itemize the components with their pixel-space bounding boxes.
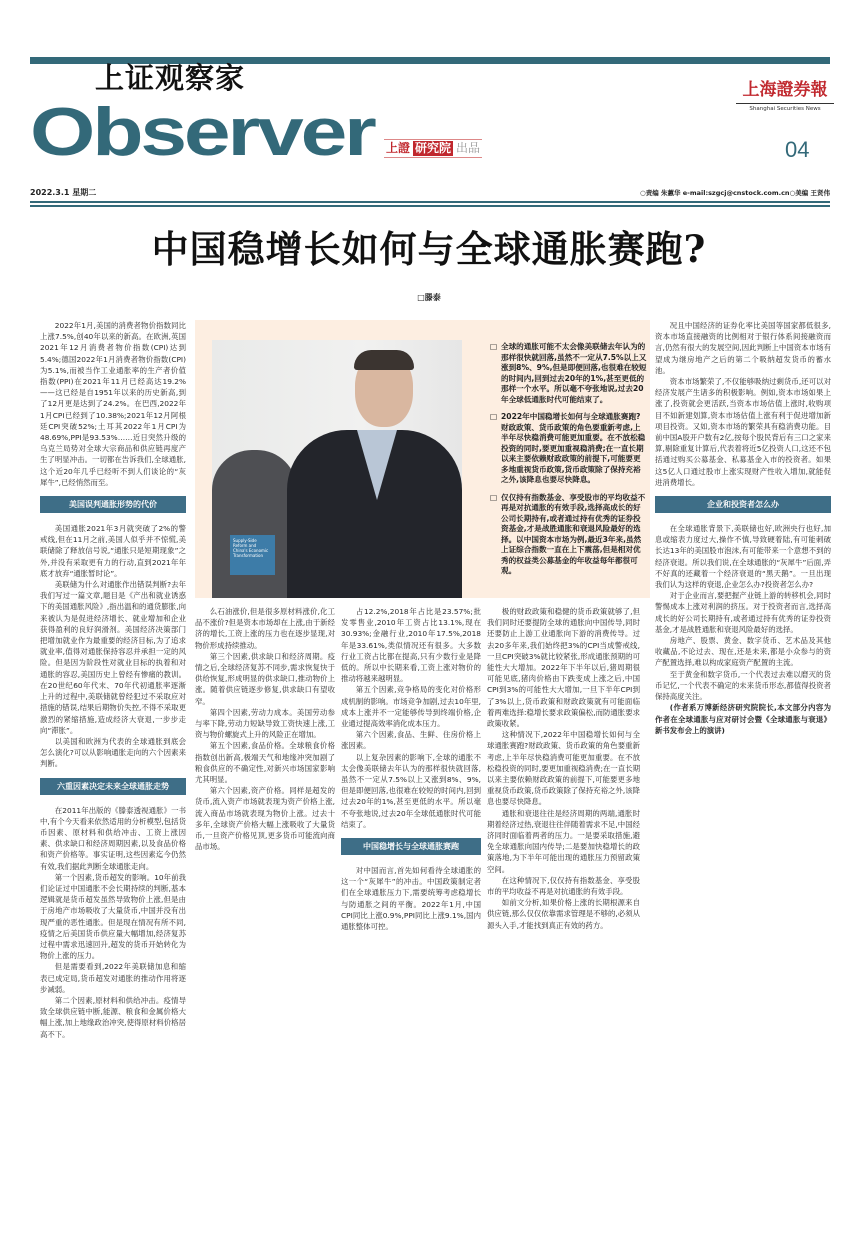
paper-name-cn: 上海證券報 (736, 80, 834, 104)
paragraph: 第六个因素,资产价格。同样是超发的货币,流入资产市场就表现为资产价格上涨,流入商品市场就表现为物价上涨。过去十多年,全球资产价格大幅上涨吸收了大量货币,一旦资产价格见顶,更多货币可能流向商品市场。 (195, 786, 335, 852)
paragraph: 极的财政政策和稳健的货币政策就够了,但我们同时还要提防全球的通胀向中国传导,同时还要防止上游工业通胀向下游的消费传导。过去20多年来,我们始终把3%的CPI当成警戒线,一旦CPI突破3%就比较紧张,形成通胀预期的可能性大大增加。2022年下半年以后,猪周期很可能见底,猪肉价格由下跌变成上涨之后,中国CPI到3%的可能性大大增加,一旦下半年CPI到了3%以上,货币政策和财政政策就有可能面临着两难选择:稳增长要求政策偏松,而防通胀要求政策收紧。 (487, 607, 640, 729)
paragraph: 美国通胀2021年3月就突破了2%的警戒线,但在11月之前,美国人似乎并不惊慌,美联储除了释放信号说,“通胀只是短期现象”之外,并没有采取更有力的行动,直到2021年年底才放弃“通胀暂时论”。 (40, 524, 186, 578)
paper-name-en: Shanghai Securities News (749, 106, 821, 112)
column-4 (487, 606, 640, 1246)
headline: 中国稳增长如何与全球通胀赛跑? (151, 227, 707, 271)
column-2 (195, 606, 335, 1246)
pull-quote-item (490, 493, 648, 577)
editors-line: ○责编 朱蕙华 e-mail:szgcj@cnstock.com.cn○美编 王贤伟 (640, 189, 830, 197)
paragraph: 第六个因素,食品、生鲜、住房价格上涨因素。 (341, 730, 481, 751)
section-heading: 中国稳增长与全球通胀赛跑 (341, 838, 481, 855)
column-5 (655, 320, 831, 1245)
paragraph: 房地产、股票、黄金、数字货币、艺术品及其他收藏品,不论过去、现在,还是未来,都是小众参与的资产配置选择,难以构成家庭资产配置的主流。 (655, 636, 831, 668)
pull-quote-item (490, 342, 648, 405)
paragraph: 以美国和欧洲为代表的全球通胀到底会怎么演化?可以从影响通胀走向的六个因素来判断。 (40, 736, 186, 769)
paragraph: 资本市场繁荣了,不仅能够吸纳过剩货币,还可以对经济发展产生诸多的积极影响。例如,资本市场如果上涨了,投资就会更活跃,当资本市场估值上涨时,收购项目不如新建划算,资本市场估值上涨有利于促进增加新项目投资。又如,资本市场的繁荣具有稳消费功能。目前中国A股开户数有2亿,按每个股民背后有三口之家来算,剔除重复计算后,代表着将近5亿投资人口,这还不包括通过购买公募基金、私募基金入市的投资者。如果这5亿人口通过股市上涨实现财产性收入增加,就能促进消费增长。 (655, 377, 831, 487)
paragraph: 如前文分析,如果价格上涨的长期根源来自供应链,那么仅仅依靠需求管理是不够的,必须从源头入手,才能找到真正有效的药方。 (487, 898, 640, 930)
paragraph: 第五个因素,竞争格局的变化对价格形成机制的影响。市场竞争加剧,过去10年里,成本上涨并不一定能够传导到终端价格,企业通过提高效率消化成本压力。 (341, 685, 481, 729)
paragraph: 第一个因素,货币超发的影响。10年前我们论证过中国通胀不会长期持续的判断,基本逻辑就是货币超发虽然导致物价上涨,但是由于房地产市场吸收了大量货币,中国并没有出现严重的恶性通胀。但是现在情况有所不同,疫情之后美国货币供应量大幅增加,经济复苏过程中需求迅速回升,超发的货币开始转化为物价上涨的压力。 (40, 872, 186, 961)
section-heading: 企业和投资者怎么办 (655, 496, 831, 513)
author-photo (212, 340, 462, 598)
book-cover: Supply-Side Reform and China's Economic Transformation (230, 535, 275, 575)
square-bullet-icon: □ (490, 412, 498, 421)
paragraph: 对中国而言,首先如何看待全球通胀的这一个“灰犀牛”的冲击。中国政策制定者们在全球通胀压力下,需要统筹考虑稳增长与防通胀之间的平衡。2022年1月,中国CPI同比上涨0.9%,PPI同比上涨9.1%,国内通胀整体可控。 (341, 866, 481, 932)
pull-quote-text: 2022年中国稳增长如何与全球通胀赛跑?财政政策、货币政策的角色要重新考虑,上半年尽快稳消费可能更加重要。在不放松稳投资的同时,要更加重视稳消费;在一直长期以来主要依赖财政政策的前提下,可能要更多地重视货币政策,货币政策除了保持充裕之外,该降息也要尽快降息。 (501, 412, 646, 484)
paragraph: 这种情况下,2022年中国稳增长如何与全球通胀赛跑?财政政策、货币政策的角色要重新考虑,上半年尽快稳消费可能更加重要。在不放松稳投资的同时,要更加重视稳消费;在一直长期以来主要依赖财政政策的前提下,可能要更多地重视货币政策,货币政策除了保持充裕之外,该降息也要尽快降息。 (487, 730, 640, 807)
paragraph: 第四个因素,劳动力成本。美国劳动参与率下降,劳动力短缺导致工资快速上涨,工资与物价螺旋式上升的风险正在增加。 (195, 707, 335, 740)
section-heading: 美国误判通胀形势的代价 (40, 496, 186, 513)
author-note: (作者系万博新经济研究院院长,本文部分内容为作者在全球通胀与应对研讨会暨《全球通胀与衰退》新书发布会上的演讲) (655, 703, 831, 735)
paragraph: 占12.2%,2018年占比是23.57%;批发零售业,2010年工资占比13.1%,现在30.93%;金融行业,2010年17.5%,2018年是33.61%,类似情况还有很多。大多数行业工资占比都在提高,只有少数行业是降低的。所以中长期来看,工资上涨对物价的推动将越来越明显。 (341, 607, 481, 684)
paragraph: 2022年1月,美国的消费者物价指数同比上涨7.5%,创40年以来的新高。在欧洲,英国2021年12月消费者物价指数(CPI)达到5.4%;德国2022年1月消费者物价指数(CPI)为5.1%,而被当作工业通胀率的生产者价值指数(PPI)在2021年11月已经高达19.2%——这已经是自1951年以来的历史新高,到了12月更是达到了24.2%。在巴西,2022年1月CPI已经到了10.38%;2021年12月阿根廷CPI突破52%;土耳其2022年1月CPI为48.69%,PPI是93.53%……近日突然升级的乌克兰局势对全球大宗商品和供应链再度产生了明显冲击。一切都在告诉我们,全球通胀,这个近20年几乎已经听不到人们谈论的“灰犀牛”,已经悄然而至。 (40, 321, 186, 487)
paragraph: 么石油涨价,但是很多原材料涨价,化工品不涨价?但是资本市场却在上涨,由于新经济的增长,工资上涨的压力也在逐步显现,对物价形成持续推动。 (195, 607, 335, 650)
column-3 (341, 606, 481, 1246)
paragraph: 美联储为什么对通胀作出错误判断?去年我们写过一篇文章,题目是《产出和就业诱惑下的美国通胀风险》,指出温和的通货膨胀,向来被认为是促进经济增长、就业增加和企业获得盈利的良好润滑剂。美国经济决策部门把增加就业作为最重要的经济目标,为了追求就业率,值得对通胀保持容忍并承担一定的风险。但是因为阶段性对就业目标的执着和对通胀的容忍,美国历史上曾经有惨痛的教训。在20世纪60年代末、70年代初通胀率逐渐上升的过程中,美联储就曾经犯过不采取应对措施的错误,结果后期物价失控,不得不采取更激烈的紧缩措施,造成经济大衰退,一步步走向“滞胀”。 (40, 580, 186, 735)
pull-quotes (490, 342, 648, 584)
page-number: 04 (785, 137, 810, 162)
paragraph: 以上复杂因素的影响下,全球的通胀不太会像美联储去年认为的那样很快就回落,虽然不一定从7.5%以上又涨到8%、9%,但是即便回落,也很难在较短的时间内,回到过去20年的1%,甚至更低的水平。所以毫不夸张地说,过去20年全球低通胀时代可能结束了。 (341, 752, 481, 829)
paragraph: 在2011年出版的《滕泰透视通胀》一书中,有个今天看来依然适用的分析模型,包括货币因素、原材料和供给冲击、工资上涨因素、供求缺口和经济周期因素,以及食品价格和资产价格等。事实证明,这些因素迄今仍然有效,我们据此判断全球通胀走向。 (40, 805, 186, 871)
paragraph: 至于黄金和数字货币,一个代表过去难以磨灭的货币记忆,一个代表不确定的未来货币形态,都值得投资者保持高度关注。 (655, 669, 831, 702)
double-rule (30, 201, 830, 207)
paragraph: 第三个因素,供求缺口和经济周期。疫情之后,全球经济复苏不同步,需求恢复快于供给恢复,形成明显的供求缺口,推动物价上涨。随着供应链逐步修复,供求缺口有望收窄。 (195, 651, 335, 706)
observer-logo: Observer (30, 93, 374, 170)
credit-brand: 上證 (386, 141, 411, 155)
column-title: 上证观察家 (95, 61, 246, 95)
credit-box: 研究院 (415, 141, 452, 155)
bookshelf (212, 450, 297, 598)
square-bullet-icon: □ (490, 342, 498, 351)
paragraph: 况且中国经济的证券化率比美国等国家都低很多,资本市场直接融资的比例相对于银行体系间接融资而言,仍然有很大的发展空间,因此判断上中国资本市场有望成为继房地产之后的第二个吸纳超发货币的蓄水池。 (655, 321, 831, 375)
pull-quote-text: 全球的通胀可能不太会像美联储去年认为的那样很快就回落,虽然不一定从7.5%以上又涨到8%、9%,但是即便回落,也很难在较短的时间内,回到过去20年的1%,甚至更低的那样一个水平。所以毫不夸张地说,过去20年全球低通胀时代可能结束了。 (501, 342, 647, 404)
hair (354, 350, 414, 370)
paragraph: 通胀和衰退往往是经济周期的两端,通胀时期着经济过热,衰退往往伴随着需求不足,中国经济同时面临着两者的压力。一是要采取措施,避免全球通胀向国内传导;二是要加快稳增长的政策落地,为下半年可能出现的通胀压力预留政策空间。 (487, 808, 640, 874)
paragraph: 第二个因素,原材料和供给冲击。疫情导致全球供应链中断,能源、粮食和金属价格大幅上涨,加上地缘政治冲突,使得原材料价格居高不下。 (40, 995, 186, 1039)
column-1 (40, 320, 186, 1245)
paragraph: 在这种情况下,仅仅持有指数基金、享受股市的平均收益不再是对抗通胀的有效手段。 (487, 875, 640, 897)
paragraph: 对于企业而言,要把握产业链上游的转移机会,同时警惕成本上涨对利润的挤压。对于投资者而言,选择高成长的好公司长期持有,或者通过持有优秀的证券投资基金,才是战胜通胀和衰退风险最好的选择。 (655, 591, 831, 634)
paragraph: 在全球通胀背景下,美联储也好,欧洲央行也好,加息或缩表力度过大,操作不慎,导致硬着陆,有可能刺破长达13年的美国股市泡沫,有可能带来一个意想不到的经济衰退。所以我们说,在全球通胀的“灰犀牛”后面,弄不好真的还藏着一个经济衰退的“黑天鹅”。一旦出现我们认为这样的衰退,企业怎么办?投资者怎么办? (655, 524, 831, 590)
newspaper-logo (736, 80, 834, 113)
paragraph: 第五个因素,食品价格。全球粮食价格指数创出新高,极端天气和地缘冲突加剧了粮食供应的不确定性,对新兴市场国家影响尤其明显。 (195, 741, 335, 785)
pull-quote-text: 仅仅持有指数基金、享受股市的平均收益不再是对抗通胀的有效手段,选择高成长的好公司长期持有,或者通过持有优秀的证券投资基金,才是战胜通胀和衰退风险最好的选择。以中国资本市场为例,最近3年来,虽然上证综合指数一直在上下震荡,但是相对优秀的权益类公募基金的年收益每年都很可观。 (501, 492, 646, 575)
pull-quote-item (490, 412, 648, 486)
section-heading: 六重因素决定未来全球通胀走势 (40, 778, 186, 795)
byline: □滕泰 (417, 293, 441, 302)
issue-date: 2022.3.1 星期二 (30, 188, 97, 197)
square-bullet-icon: □ (490, 492, 498, 502)
research-credit (384, 139, 482, 158)
paragraph: 但是需要看到,2022年美联储加息和缩表已成定局,货币超发对通胀的推动作用将逐步减弱。 (40, 962, 186, 994)
credit-suffix: 出品 (456, 141, 481, 155)
